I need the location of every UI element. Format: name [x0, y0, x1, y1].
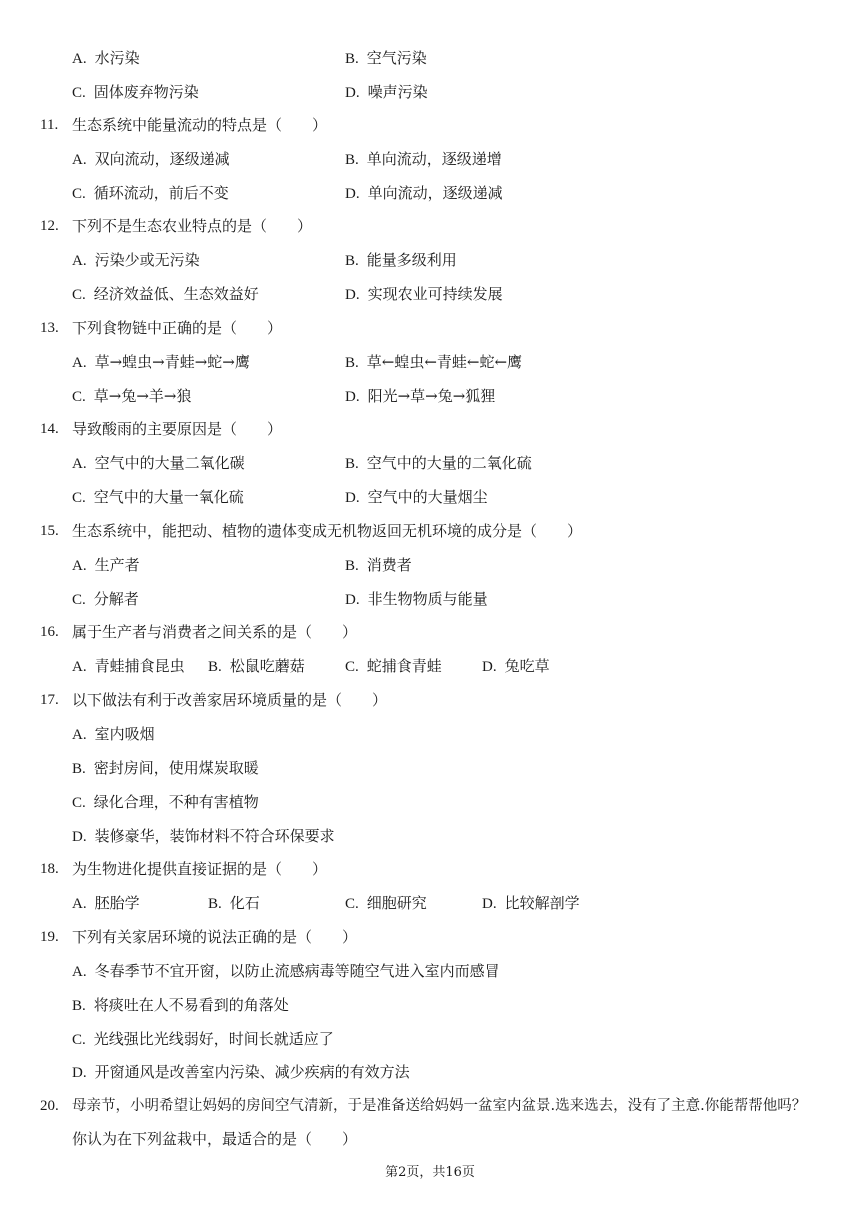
question-number: 19. [40, 929, 59, 945]
page-footer: 第2页，共16页 [385, 1165, 475, 1180]
q10-option-d: D. 噪声污染 [345, 83, 428, 101]
q11-option-a: A. 双向流动，逐级递减 [72, 150, 230, 168]
q18-option-d: D. 比较解剖学 [482, 894, 580, 912]
q15-option-a: A. 生产者 [72, 556, 140, 574]
question-number: 14. [40, 421, 59, 437]
q13-option-a: A. 草→蝗虫→青蛙→蛇→鹰 [72, 353, 250, 371]
q11-option-d: D. 单向流动，逐级递减 [345, 184, 503, 202]
question-text: 母亲节，小明希望让妈妈的房间空气清新，于是准备送给妈妈一盆室内盆景.选来选去，没有了主意.你能帮帮他吗？ [72, 1098, 807, 1114]
q10-option-c: C. 固体废弃物污染 [72, 83, 199, 101]
q16-option-d: D. 兔吃草 [482, 657, 550, 675]
question-number: 20. [40, 1098, 59, 1114]
q18-option-b: B. 化石 [208, 894, 260, 912]
question-number: 12. [40, 218, 59, 234]
q14-option-b: B. 空气中的大量的二氧化硫 [345, 454, 532, 472]
question-number: 18. [40, 861, 59, 877]
question-text: 生态系统中能量流动的特点是（ ） [72, 116, 328, 134]
q15-option-c: C. 分解者 [72, 590, 139, 608]
q16-option-c: C. 蛇捕食青蛙 [345, 657, 442, 675]
question-text: 以下做法有利于改善家居环境质量的是（ ） [72, 691, 388, 709]
question-number: 17. [40, 692, 59, 708]
question-text: 为生物进化提供直接证据的是（ ） [72, 860, 328, 878]
question-text: 下列食物链中正确的是（ ） [72, 319, 283, 337]
question-text: 你认为在下列盆栽中，最适合的是（ ） [72, 1130, 358, 1148]
q13-option-b: B. 草←蝗虫←青蛙←蛇←鹰 [345, 353, 523, 371]
q16-option-b: B. 松鼠吃蘑菇 [208, 657, 305, 675]
q12-option-d: D. 实现农业可持续发展 [345, 285, 503, 303]
question-text: 下列有关家居环境的说法正确的是（ ） [72, 928, 358, 946]
q13-option-d: D. 阳光→草→兔→狐狸 [345, 387, 496, 405]
q14-option-a: A. 空气中的大量二氧化碳 [72, 454, 245, 472]
q12-option-b: B. 能量多级利用 [345, 251, 457, 269]
q18-option-a: A. 胚胎学 [72, 894, 140, 912]
q12-option-a: A. 污染少或无污染 [72, 251, 200, 269]
q14-option-c: C. 空气中的大量一氧化硫 [72, 488, 244, 506]
question-number: 13. [40, 320, 59, 336]
question-text: 导致酸雨的主要原因是（ ） [72, 420, 283, 438]
question-number: 15. [40, 523, 59, 539]
question-text: 属于生产者与消费者之间关系的是（ ） [72, 623, 358, 641]
question-text: 下列不是生态农业特点的是（ ） [72, 217, 313, 235]
q15-option-b: B. 消费者 [345, 556, 412, 574]
q10-option-b: B. 空气污染 [345, 49, 427, 67]
q11-option-c: C. 循环流动，前后不变 [72, 184, 229, 202]
question-text: 生态系统中，能把动、植物的遗体变成无机物返回无机环境的成分是（ ） [72, 522, 583, 540]
q18-option-c: C. 细胞研究 [345, 894, 427, 912]
question-number: 11. [40, 117, 59, 133]
q11-option-b: B. 单向流动，逐级递增 [345, 150, 502, 168]
q10-option-a: A. 水污染 [72, 49, 140, 67]
q14-option-d: D. 空气中的大量烟尘 [345, 488, 488, 506]
q16-option-a: A. 青蛙捕食昆虫 [72, 657, 185, 675]
question-number: 16. [40, 624, 59, 640]
exam-page: A. 水污染 B. 空气污染 C. 固体废弃物污染 D. 噪声污染 11. 生态系统中能量流动的特点是（ ） A. 双向流动，逐级递减 B. 单向流动，逐级递增 C. 循环流动，前后不变 D. 单向流动，逐级递减 12. 下列不是生态农业特点的是（ ） A. 污染少或无污染 B. 能量多级利用 C. 经济效益低、生态效益好 D. 实现农业可持续发展 13. 下列食物链中正确的是（ ） A. 草→蝗虫→青蛙→蛇→鹰 B. 草←蝗虫←青蛙←蛇←鹰 C. 草→兔→羊→狼 D. 阳光→草→兔→狐狸 14. 导致酸雨的主要原因是（ ） A. 空气中的大量二氧化碳 B. 空气中的大量的二氧化硫 C. 空气中的大量一氧化硫 D. 空气中的大量烟尘 15. 生态系统中，能把动、植物的遗体变成无机物返回无机环境的成分是（ ） A. 生产者 B. 消费者 C. 分解者 D. 非生物物质与能量 16. 属于生产者与消费者之间关系的是（ ） A. 青蛙捕食昆虫 B. 松鼠吃蘑菇 C. 蛇捕食青蛙 D. 兔吃草 17. 以下做法有利于改善家居环境质量的是（ ） A. 室内吸烟 B. 密封房间，使用煤炭取暖 C. 绿化合理，不种有害植物 D. 装修豪华，装饰材料不符合环保要求 18. 为生物进化提供直接证据的是（ ） A. 胚胎学 B. 化石 C. 细胞研究 D. 比较解剖学 19. 下列有关家居环境的说法正确的是（ ） A. 冬春季节不宜开窗，以防止流感病毒等随空气进入室内而感冒 B. 将痰吐在人不易看到的角落处 C. 光线强比光线弱好，时间长就适应了 D. 开窗通风是改善室内污染、减少疾病的有效方法 20. 母亲节，小明希望让妈妈的房间空气清新，于是准备送给妈妈一盆室内盆景.选来选去，没有了主意.你能帮帮他吗？ 你认为在下列盆栽中，最适合的是（ ） 第2页，共16页 [0, 0, 860, 1216]
q15-option-d: D. 非生物物质与能量 [345, 590, 488, 608]
q12-option-c: C. 经济效益低、生态效益好 [72, 285, 259, 303]
q13-option-c: C. 草→兔→羊→狼 [72, 387, 192, 405]
